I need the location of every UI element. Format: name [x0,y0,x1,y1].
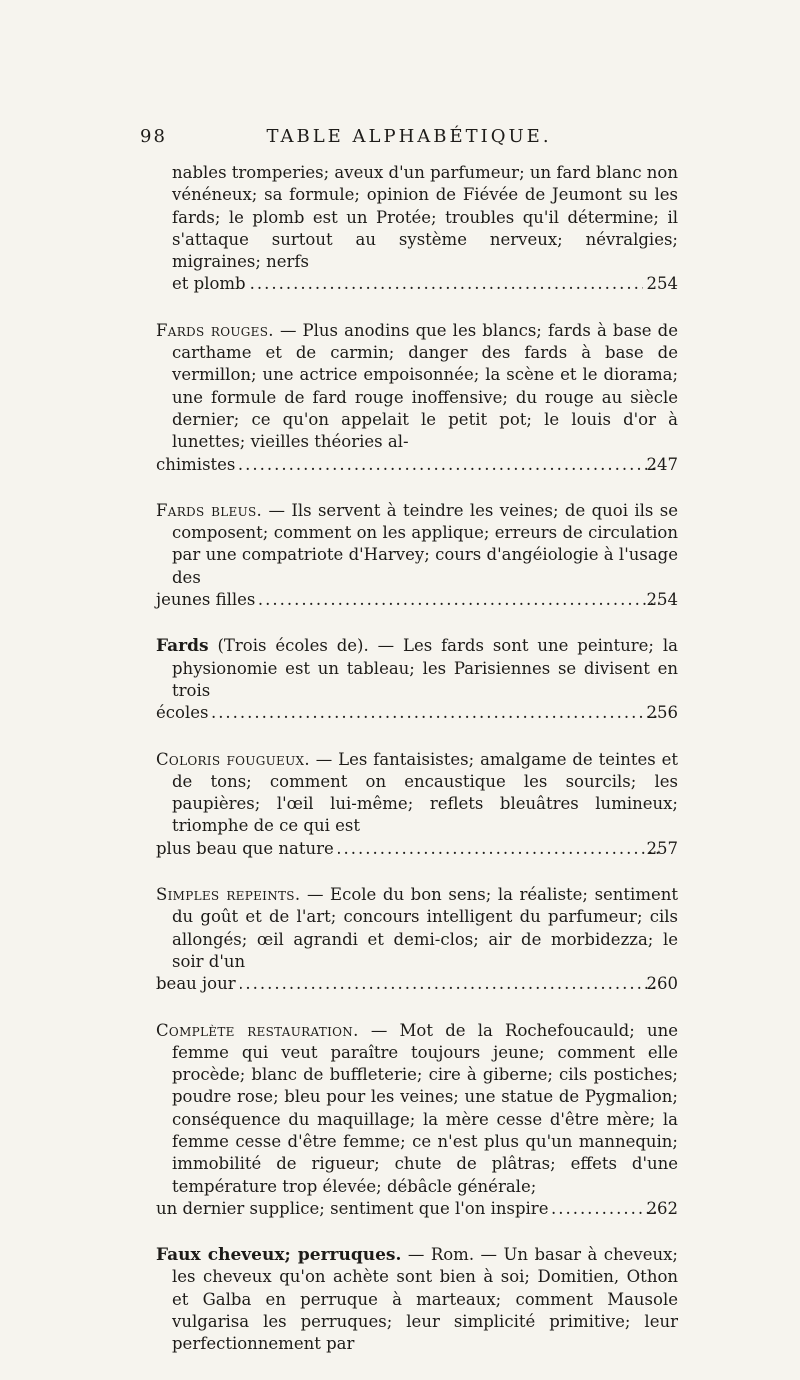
entry-last-line: plus beau que nature [156,838,334,858]
index-entry [156,320,678,476]
entry-last-line: chimistes [156,454,236,474]
entry-heading: Fards [156,636,209,657]
dot-leader [259,589,658,611]
entry-text: — Rom. — Un basar à cheveux; les cheveux qu'on achète sont bien à soi; Domitien, Othon et Galba en perruque à marteaux; comment Mausole vulgarisa les perruques; leur simplicité primitive; leur perfectionnement par [172,1245,678,1354]
page-number: 98 [140,126,167,147]
entry-text: — Ecole du bon sens; la réaliste; sentiment du goût et de l'art; concours intelligent du parfumeur; cils allongés; œil agrandi et demi-clos; air de morbidezza; le soir d'un [172,885,679,971]
entry-last-line: et plomb [172,274,246,294]
leader-line [156,589,678,611]
index-entry [156,162,678,296]
entry-last-line: un dernier supplice; sentiment que l'on inspire [156,1198,549,1218]
entry-heading: Faux cheveux; perruques. [156,1245,402,1266]
dot-leader [239,454,658,476]
running-title: TABLE ALPHABÉTIQUE. [266,126,552,147]
entry-page-number: 254 [646,590,678,610]
index-entry [156,635,678,724]
index-entry [156,1244,678,1355]
dot-leader [250,273,643,295]
entry-text: nables tromperies; aveux d'un parfumeur; un fard blanc non vénéneux; sa formule; opinion de Fiévée de Jeumont su les fards; le plomb est un Protée; troubles qu'il détermine; il s'attaque surtout au système nerveux; névralgies; migraines; nerfs [172,163,678,272]
entry-heading: Fards bleus. [156,500,263,520]
dot-leader [552,1198,658,1220]
entry-text: — Plus anodins que les blancs; fards à base de carthame et de carmin; danger des fards à base de vermillon; une actrice empoisonnée; la scène et le diorama; une formule de fard rouge inoffensive; du rouge au siècle dernier; ce qu'on appelait le petit pot; le louis d'or à lunettes; vieilles théories al- [172,320,678,452]
entry-page-number: 257 [646,838,678,858]
dot-leader [338,838,659,860]
leader-line [156,702,678,724]
dot-leader [240,973,659,995]
entry-page-number: 254 [646,274,678,294]
entry-text: — Les fantaisistes; amalgame de teintes et de tons; comment on encaustique les sourcils; les paupières; l'œil lui-même; reflets bleuâtres lumineux; triomphe de ce qui est [172,749,679,836]
leader-line [156,1198,678,1220]
leader-line [156,973,678,995]
entry-page-number: 256 [646,703,678,723]
entry-heading: Simples repeints. [156,885,301,905]
entry-text: — Ils servent à teindre les veines; de quoi ils se composent; comment on les applique; erreurs de circulation par une compatriote d'Harvey; cours d'angéiologie à l'usage des [172,500,679,587]
entry-page-number: 260 [646,974,678,994]
leader-line [156,454,678,476]
index-entry [156,884,678,995]
entry-heading: Coloris fougueux. [156,749,310,769]
entry-last-line: écoles [156,703,209,723]
entry-last-line: jeunes filles [156,590,256,610]
entry-heading: Complète restauration. [156,1020,359,1040]
entry-text: — Mot de la Rochefoucauld; une femme qui veut paraître toujours jeune; comment elle procède; blanc de buffleterie; cire à giberne; cils postiches; poudre rose; bleu pour les veines; une statue de Pygmalion; conséquence du maquillage; la mère cesse d'être mère; la femme cesse d'être femme; ce n'est plus qu'un mannequin; immobilité de rigueur; chute de plâtras; effets d'une température trop élevée; débâcle générale; [172,1020,679,1196]
index-entry [156,749,678,860]
page-header [140,126,678,154]
dot-leader [212,702,658,724]
leader-line [172,273,678,295]
index-entry [156,1020,678,1221]
leader-line [156,838,678,860]
entry-last-line: beau jour [156,974,236,994]
entry-text: (Trois écoles de). — Les fards sont une peinture; la physionomie est un tableau; les Parisiennes se divisent en trois [172,636,678,700]
entry-page-number: 262 [646,1198,678,1218]
index-content [156,162,678,1380]
index-entry [156,500,678,611]
entry-page-number: 247 [646,454,678,474]
entry-heading: Fards rouges. [156,320,274,340]
